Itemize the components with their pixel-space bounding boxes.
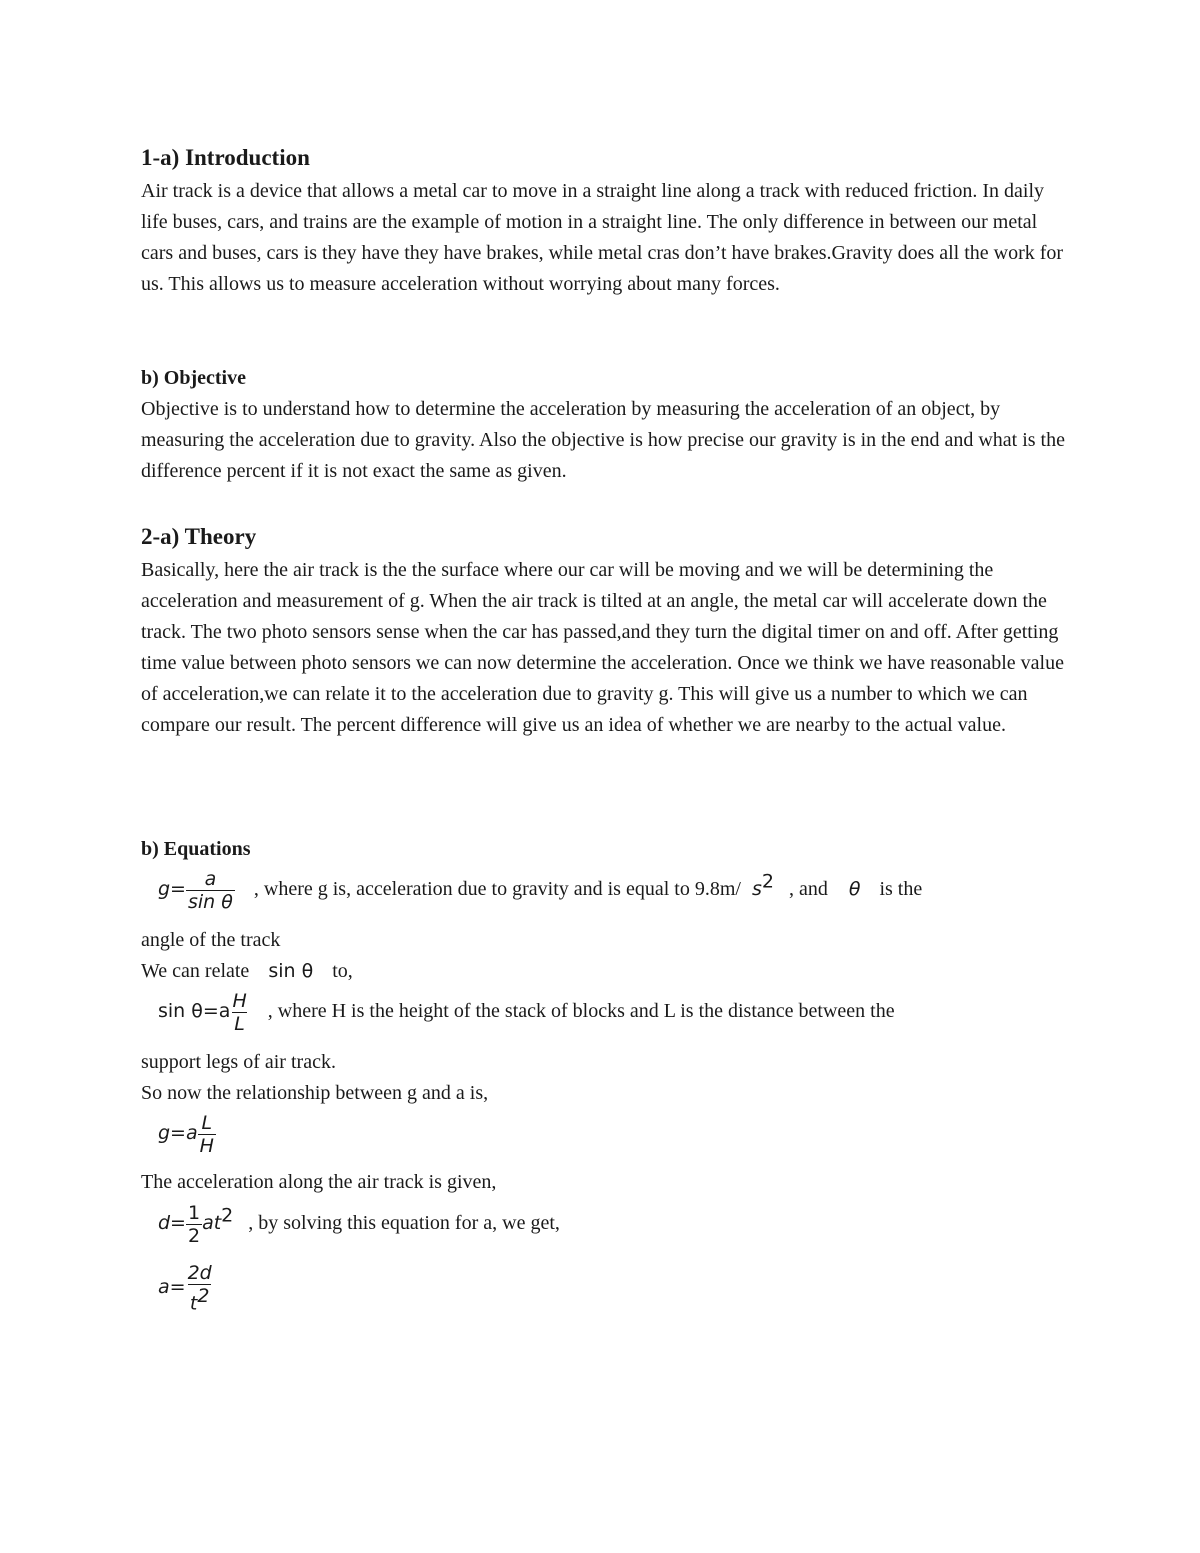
eq1-theta: θ (848, 878, 861, 901)
eq1-fraction (186, 868, 235, 913)
eq4-numerator: 1 (187, 1202, 201, 1224)
eq1-continuation: angle of the track (141, 929, 281, 951)
equation-distance (158, 1202, 560, 1247)
eq3-denominator: H (199, 1135, 214, 1157)
relate-text: We can relate (141, 960, 250, 982)
eq5-denominator-wrap (188, 1284, 212, 1314)
along-text: The acceleration along the air track is given, (141, 1171, 497, 1193)
equation-sin-theta (158, 990, 895, 1035)
intro-paragraph: Air track is a device that allows a metal car to move in a straight line along a track with reduced friction. In daily life buses, cars, and trains are the example of motion in a straight line. The only difference in between our metal cars and buses, cars is they have they have brakes, while metal cras don’t have brakes.Gravity does all the work for us. This allows us to measure acceleration without worrying about many forces. (141, 180, 1064, 295)
relate-math: sin θ (268, 960, 314, 982)
eq4-text: , by solving this equation for a, we get, (248, 1212, 560, 1235)
eq4-denominator: 2 (187, 1225, 201, 1247)
eq1-text-a: , where g is, acceleration due to gravity and is equal to 9.8m/ (253, 878, 741, 901)
eq3-fraction (198, 1112, 216, 1157)
eq5-numerator: 2d (187, 1262, 212, 1284)
objective-heading: b) Objective (141, 367, 246, 389)
eq2-text: , where H is the height of the stack of blocks and L is the distance between the (267, 1000, 895, 1023)
intro-heading: 1-a) Introduction (141, 145, 310, 170)
eq1-denominator: sin θ (187, 891, 233, 913)
eq1-lhs: g= (158, 878, 186, 901)
eq5-fraction (186, 1262, 214, 1314)
eq2-fraction (230, 990, 248, 1035)
objective-paragraph: Objective is to understand how to determine the acceleration by measuring the acceleration of an object, by measuring the acceleration due to gravity. Also the objective is how precise our gravity is in the end and what is the difference percent if it is not exact the same as given. (141, 398, 1065, 482)
eq2-continuation: support legs of air track. (141, 1051, 336, 1073)
eq5-lhs: a= (158, 1275, 186, 1298)
equation-gravity (158, 868, 922, 913)
eq4-exponent: 2 (221, 1204, 234, 1227)
equation-g-relation (158, 1112, 216, 1157)
eq1-numerator: a (204, 868, 217, 890)
eq1-unit-exp: 2 (761, 870, 774, 893)
eq2-numerator: H (232, 990, 247, 1012)
eq3-lhs: g=a (158, 1122, 198, 1145)
relationship-text: So now the relationship between g and a is, (141, 1082, 489, 1104)
equations-heading: b) Equations (141, 838, 251, 860)
eq5-denominator-exp: 2 (197, 1285, 210, 1307)
eq4-lhs: d= (158, 1212, 186, 1235)
eq2-lhs: sin θ=a (158, 1000, 231, 1023)
eq1-text-b: , and (788, 878, 828, 901)
eq4-rhs: at (202, 1212, 222, 1235)
eq2-denominator: L (234, 1013, 245, 1035)
equation-acceleration (158, 1262, 214, 1314)
eq4-fraction (186, 1202, 202, 1247)
eq1-text-c: is the (879, 878, 923, 901)
relate-line (141, 958, 353, 984)
theory-paragraph: Basically, here the air track is the the surface where our car will be moving and we will be determining the acceleration and measurement of g. When the air track is tilted at an angle, the metal car will accelerate down the track. The two photo sensors sense when the car has passed,and they turn the digital timer on and off. After getting time value between photo sensors we can now determine the acceleration. Once we think we have reasonable value of acceleration,we can relate it to the acceleration due to gravity g. This will give us a number to which we can compare our result. The percent difference will give us an idea of whether we are nearby to the actual value. (141, 559, 1064, 736)
relate-to: to, (332, 960, 353, 982)
eq1-unit: s (751, 878, 762, 901)
theory-heading: 2-a) Theory (141, 524, 257, 549)
eq3-numerator: L (201, 1112, 213, 1134)
eq5-denominator: t (189, 1292, 198, 1315)
